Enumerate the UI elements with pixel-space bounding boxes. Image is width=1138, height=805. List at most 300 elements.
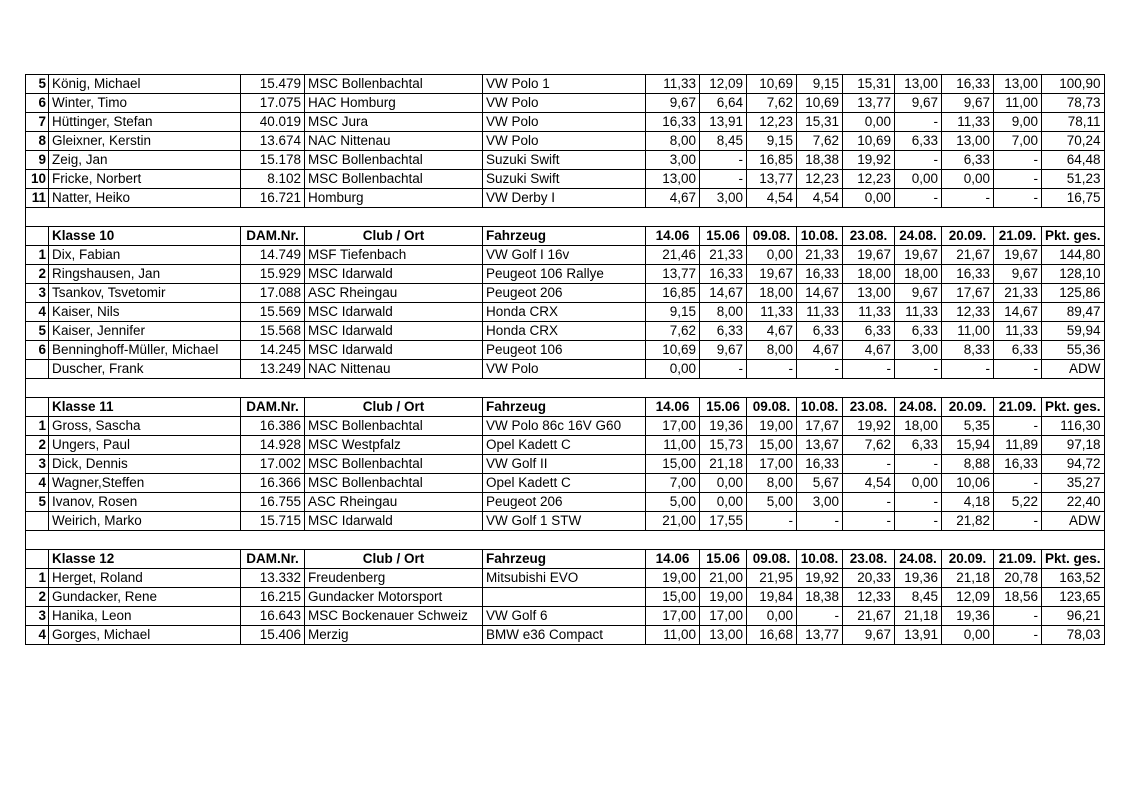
rank-header-cell (26, 398, 49, 417)
vehicle-cell: VW Golf II (483, 455, 646, 474)
score-cell: - (843, 493, 895, 512)
score-cell: 0,00 (700, 474, 747, 493)
score-cell: 13,91 (895, 626, 942, 645)
spacer-cell (895, 379, 942, 398)
spacer-cell (895, 531, 942, 550)
club-cell: ASC Rheingau (305, 284, 483, 303)
score-cell: 13,91 (700, 113, 747, 132)
score-cell: - (994, 607, 1042, 626)
score-cell: 9,15 (747, 132, 797, 151)
score-cell: 6,33 (895, 132, 942, 151)
score-cell: 18,00 (747, 284, 797, 303)
score-cell: - (700, 360, 747, 379)
score-cell: - (843, 512, 895, 531)
date-header: 15.06 (700, 550, 747, 569)
spacer-cell (483, 208, 646, 227)
club-cell: MSC Idarwald (305, 265, 483, 284)
score-cell: 4,18 (942, 493, 994, 512)
score-cell: - (895, 189, 942, 208)
vehicle-cell: VW Derby I (483, 189, 646, 208)
total-points-cell: 70,24 (1042, 132, 1105, 151)
dam-number-cell: 15.715 (241, 512, 305, 531)
spacer-cell (241, 208, 305, 227)
score-cell: 10,06 (942, 474, 994, 493)
club-cell: MSC Idarwald (305, 341, 483, 360)
driver-name-cell: Tsankov, Tsvetomir (49, 284, 241, 303)
score-cell: 19,67 (747, 265, 797, 284)
score-cell: - (700, 151, 747, 170)
score-cell: 15,31 (843, 75, 895, 94)
spacer-cell (49, 208, 241, 227)
score-cell: 19,00 (700, 588, 747, 607)
score-cell: 11,33 (797, 303, 843, 322)
total-points-cell: 51,23 (1042, 170, 1105, 189)
vehicle-cell: VW Polo (483, 113, 646, 132)
score-cell: 17,67 (942, 284, 994, 303)
score-cell: 9,67 (994, 265, 1042, 284)
score-cell: 0,00 (843, 113, 895, 132)
date-header: 09.08. (747, 550, 797, 569)
table-row (26, 436, 1105, 455)
score-cell: 3,00 (797, 493, 843, 512)
score-cell: 19,92 (843, 417, 895, 436)
club-cell: MSC Idarwald (305, 303, 483, 322)
score-cell: 13,67 (797, 436, 843, 455)
score-cell: 7,00 (994, 132, 1042, 151)
score-cell: 6,33 (942, 151, 994, 170)
vehicle-header: Fahrzeug (483, 227, 646, 246)
score-cell: 3,00 (646, 151, 700, 170)
dam-number-cell: 15.178 (241, 151, 305, 170)
club-cell: MSC Bollenbachtal (305, 455, 483, 474)
score-cell: 8,00 (747, 474, 797, 493)
score-cell: 6,33 (843, 322, 895, 341)
table-row (26, 512, 1105, 531)
score-cell: 13,00 (942, 132, 994, 151)
score-cell: 12,33 (942, 303, 994, 322)
date-header: 24.08. (895, 398, 942, 417)
score-cell: 8,45 (895, 588, 942, 607)
spacer-cell (747, 379, 797, 398)
score-cell: 12,33 (843, 588, 895, 607)
score-cell: - (747, 512, 797, 531)
score-cell: 21,00 (700, 569, 747, 588)
score-cell: 9,67 (646, 94, 700, 113)
rank-cell: 4 (26, 474, 49, 493)
class-title: Klasse 10 (49, 227, 241, 246)
score-cell: 4,67 (843, 341, 895, 360)
date-header: 24.08. (895, 227, 942, 246)
dam-number-cell: 16.755 (241, 493, 305, 512)
score-cell: 18,00 (895, 417, 942, 436)
score-cell: 7,62 (747, 94, 797, 113)
vehicle-cell: Honda CRX (483, 322, 646, 341)
score-cell: 5,00 (646, 493, 700, 512)
dam-number-header: DAM.Nr. (241, 550, 305, 569)
score-cell: 11,33 (942, 113, 994, 132)
club-cell: MSC Bollenbachtal (305, 151, 483, 170)
score-cell: 19,00 (747, 417, 797, 436)
spacer-cell (26, 531, 49, 550)
date-header: 09.08. (747, 398, 797, 417)
score-cell: 21,82 (942, 512, 994, 531)
date-header: 21.09. (994, 550, 1042, 569)
date-header: 14.06 (646, 398, 700, 417)
spacer-cell (700, 379, 747, 398)
score-cell: 16,33 (797, 265, 843, 284)
driver-name-cell: Ivanov, Rosen (49, 493, 241, 512)
club-cell: MSC Bollenbachtal (305, 417, 483, 436)
table-row (26, 132, 1105, 151)
class-header-row (26, 398, 1105, 417)
score-cell: 16,33 (797, 455, 843, 474)
score-cell: 5,22 (994, 493, 1042, 512)
total-points-cell: 94,72 (1042, 455, 1105, 474)
driver-name-cell: Fricke, Norbert (49, 170, 241, 189)
score-cell: - (797, 360, 843, 379)
score-cell: 17,00 (700, 607, 747, 626)
date-header: 21.09. (994, 398, 1042, 417)
spacer-cell (646, 531, 700, 550)
vehicle-cell: Peugeot 106 Rallye (483, 265, 646, 284)
total-points-cell: 116,30 (1042, 417, 1105, 436)
rank-cell: 2 (26, 265, 49, 284)
score-cell: 11,89 (994, 436, 1042, 455)
score-cell: 9,15 (797, 75, 843, 94)
table-row (26, 493, 1105, 512)
club-cell: Freudenberg (305, 569, 483, 588)
spacer-cell (942, 531, 994, 550)
rank-cell: 9 (26, 151, 49, 170)
vehicle-cell: VW Golf 1 STW (483, 512, 646, 531)
spacer-cell (942, 379, 994, 398)
score-cell: 0,00 (895, 170, 942, 189)
club-cell: MSC Westpfalz (305, 436, 483, 455)
club-cell: Merzig (305, 626, 483, 645)
table-row (26, 360, 1105, 379)
spacer-cell (994, 379, 1042, 398)
score-cell: 9,00 (994, 113, 1042, 132)
driver-name-cell: Duscher, Frank (49, 360, 241, 379)
spacer-cell (797, 379, 843, 398)
score-cell: 10,69 (843, 132, 895, 151)
table-row (26, 265, 1105, 284)
date-header: 10.08. (797, 398, 843, 417)
rank-cell: 3 (26, 607, 49, 626)
score-cell: 17,00 (646, 607, 700, 626)
score-cell: 21,33 (797, 246, 843, 265)
club-cell: HAC Homburg (305, 94, 483, 113)
score-cell: 11,00 (646, 436, 700, 455)
date-header: 20.09. (942, 550, 994, 569)
vehicle-cell: Suzuki Swift (483, 151, 646, 170)
score-cell: 4,67 (747, 322, 797, 341)
total-points-cell: 55,36 (1042, 341, 1105, 360)
rank-cell: 2 (26, 436, 49, 455)
date-header: 10.08. (797, 227, 843, 246)
spacer-row (26, 531, 1105, 550)
score-cell: 9,67 (895, 284, 942, 303)
rank-cell: 1 (26, 246, 49, 265)
club-cell: ASC Rheingau (305, 493, 483, 512)
total-points-cell: 35,27 (1042, 474, 1105, 493)
total-points-cell: 128,10 (1042, 265, 1105, 284)
driver-name-cell: Weirich, Marko (49, 512, 241, 531)
date-header: 15.06 (700, 398, 747, 417)
rank-cell: 3 (26, 455, 49, 474)
score-cell: - (942, 189, 994, 208)
score-cell: - (994, 417, 1042, 436)
score-cell: - (895, 151, 942, 170)
vehicle-cell (483, 588, 646, 607)
vehicle-cell: VW Golf 6 (483, 607, 646, 626)
total-points-cell: 59,94 (1042, 322, 1105, 341)
score-cell: 12,09 (942, 588, 994, 607)
score-cell: 20,78 (994, 569, 1042, 588)
score-cell: 7,62 (843, 436, 895, 455)
driver-name-cell: Hüttinger, Stefan (49, 113, 241, 132)
score-cell: 21,18 (700, 455, 747, 474)
score-cell: 7,62 (797, 132, 843, 151)
score-cell: 16,33 (942, 75, 994, 94)
score-cell: 11,33 (747, 303, 797, 322)
table-row (26, 417, 1105, 436)
club-cell: MSF Tiefenbach (305, 246, 483, 265)
score-cell: 4,54 (843, 474, 895, 493)
rank-cell: 5 (26, 322, 49, 341)
score-cell: 8,00 (646, 132, 700, 151)
spacer-cell (942, 208, 994, 227)
dam-number-cell: 40.019 (241, 113, 305, 132)
table-row (26, 588, 1105, 607)
total-points-cell: 100,90 (1042, 75, 1105, 94)
total-points-cell: 96,21 (1042, 607, 1105, 626)
score-cell: 13,77 (646, 265, 700, 284)
score-cell: 8,45 (700, 132, 747, 151)
driver-name-cell: Wagner,Steffen (49, 474, 241, 493)
vehicle-cell: VW Polo 1 (483, 75, 646, 94)
table-row (26, 189, 1105, 208)
score-cell: 6,33 (895, 436, 942, 455)
dam-number-cell: 13.332 (241, 569, 305, 588)
dam-number-cell: 14.749 (241, 246, 305, 265)
driver-name-cell: Ringshausen, Jan (49, 265, 241, 284)
date-header: 14.06 (646, 550, 700, 569)
spacer-cell (483, 379, 646, 398)
score-cell: 21,95 (747, 569, 797, 588)
vehicle-cell: Mitsubishi EVO (483, 569, 646, 588)
club-cell: Gundacker Motorsport (305, 588, 483, 607)
club-cell: MSC Bollenbachtal (305, 474, 483, 493)
vehicle-cell: VW Polo (483, 360, 646, 379)
table-row (26, 113, 1105, 132)
vehicle-header: Fahrzeug (483, 550, 646, 569)
total-points-cell: 163,52 (1042, 569, 1105, 588)
score-cell: 11,33 (994, 322, 1042, 341)
spacer-cell (49, 379, 241, 398)
score-cell: 9,15 (646, 303, 700, 322)
dam-number-cell: 15.569 (241, 303, 305, 322)
score-cell: 18,00 (843, 265, 895, 284)
spacer-cell (895, 208, 942, 227)
class-header-row (26, 550, 1105, 569)
score-cell: 15,00 (646, 588, 700, 607)
total-points-cell: 78,11 (1042, 113, 1105, 132)
vehicle-cell: Peugeot 106 (483, 341, 646, 360)
dam-number-cell: 8.102 (241, 170, 305, 189)
score-cell: 17,00 (646, 417, 700, 436)
table-row (26, 341, 1105, 360)
spacer-cell (797, 531, 843, 550)
total-points-cell: 64,48 (1042, 151, 1105, 170)
table-row (26, 607, 1105, 626)
score-cell: 13,00 (895, 75, 942, 94)
table-row (26, 474, 1105, 493)
score-cell: 11,00 (646, 626, 700, 645)
score-cell: 3,00 (700, 189, 747, 208)
vehicle-cell: Peugeot 206 (483, 284, 646, 303)
dam-number-cell: 16.366 (241, 474, 305, 493)
score-cell: 11,33 (646, 75, 700, 94)
score-cell: 15,00 (747, 436, 797, 455)
score-cell: 15,94 (942, 436, 994, 455)
score-cell: 14,67 (700, 284, 747, 303)
dam-number-header: DAM.Nr. (241, 398, 305, 417)
driver-name-cell: König, Michael (49, 75, 241, 94)
club-cell: MSC Jura (305, 113, 483, 132)
rank-cell: 5 (26, 75, 49, 94)
score-cell: 0,00 (942, 626, 994, 645)
score-cell: 10,69 (747, 75, 797, 94)
total-points-cell: 16,75 (1042, 189, 1105, 208)
score-cell: 21,18 (895, 607, 942, 626)
total-points-cell: ADW (1042, 512, 1105, 531)
dam-number-cell: 16.386 (241, 417, 305, 436)
score-cell: 9,67 (942, 94, 994, 113)
score-cell: 11,33 (895, 303, 942, 322)
table-row (26, 569, 1105, 588)
class-title: Klasse 11 (49, 398, 241, 417)
score-cell: 4,67 (646, 189, 700, 208)
spacer-cell (646, 208, 700, 227)
spacer-cell (305, 208, 483, 227)
score-cell: 4,67 (797, 341, 843, 360)
driver-name-cell: Herget, Roland (49, 569, 241, 588)
score-cell: 21,18 (942, 569, 994, 588)
score-cell: 5,35 (942, 417, 994, 436)
score-cell: 16,33 (942, 265, 994, 284)
dam-number-cell: 13.249 (241, 360, 305, 379)
rank-cell: 11 (26, 189, 49, 208)
dam-number-cell: 17.088 (241, 284, 305, 303)
vehicle-cell: Honda CRX (483, 303, 646, 322)
score-cell: 19,36 (942, 607, 994, 626)
score-cell: 17,67 (797, 417, 843, 436)
total-points-header: Pkt. ges. (1042, 550, 1105, 569)
rank-cell: 6 (26, 341, 49, 360)
rank-cell: 7 (26, 113, 49, 132)
score-cell: 13,00 (646, 170, 700, 189)
score-cell: 12,23 (843, 170, 895, 189)
spacer-cell (1042, 379, 1105, 398)
score-cell: 18,00 (895, 265, 942, 284)
club-header: Club / Ort (305, 227, 483, 246)
driver-name-cell: Dix, Fabian (49, 246, 241, 265)
driver-name-cell: Kaiser, Jennifer (49, 322, 241, 341)
date-header: 20.09. (942, 227, 994, 246)
dam-number-cell: 17.075 (241, 94, 305, 113)
club-header: Club / Ort (305, 398, 483, 417)
score-cell: 9,67 (843, 626, 895, 645)
score-cell: 4,54 (747, 189, 797, 208)
score-cell: 6,33 (797, 322, 843, 341)
score-cell: 15,31 (797, 113, 843, 132)
vehicle-cell: BMW e36 Compact (483, 626, 646, 645)
table-row (26, 75, 1105, 94)
driver-name-cell: Dick, Dennis (49, 455, 241, 474)
score-cell: - (994, 170, 1042, 189)
spacer-cell (797, 208, 843, 227)
score-cell: 8,33 (942, 341, 994, 360)
total-points-cell: 78,03 (1042, 626, 1105, 645)
total-points-header: Pkt. ges. (1042, 398, 1105, 417)
score-cell: 0,00 (843, 189, 895, 208)
score-cell: 21,33 (994, 284, 1042, 303)
score-cell: 0,00 (942, 170, 994, 189)
rank-header-cell (26, 550, 49, 569)
score-cell: 7,00 (646, 474, 700, 493)
score-cell: 13,00 (994, 75, 1042, 94)
score-cell: 12,09 (700, 75, 747, 94)
spacer-cell (747, 208, 797, 227)
vehicle-cell: Suzuki Swift (483, 170, 646, 189)
rank-cell (26, 512, 49, 531)
dam-number-cell: 15.568 (241, 322, 305, 341)
score-cell: 16,68 (747, 626, 797, 645)
score-cell: 19,67 (895, 246, 942, 265)
spacer-cell (26, 208, 49, 227)
spacer-cell (49, 531, 241, 550)
dam-number-cell: 13.674 (241, 132, 305, 151)
total-points-cell: 97,18 (1042, 436, 1105, 455)
rank-cell: 5 (26, 493, 49, 512)
score-cell: 21,33 (700, 246, 747, 265)
rank-cell: 1 (26, 569, 49, 588)
score-cell: 14,67 (994, 303, 1042, 322)
score-cell: 17,55 (700, 512, 747, 531)
score-cell: - (942, 360, 994, 379)
spacer-cell (241, 379, 305, 398)
rank-cell: 4 (26, 626, 49, 645)
driver-name-cell: Gleixner, Kerstin (49, 132, 241, 151)
total-points-cell: 78,73 (1042, 94, 1105, 113)
score-cell: 13,00 (700, 626, 747, 645)
rank-header-cell (26, 227, 49, 246)
score-cell: - (994, 626, 1042, 645)
score-cell: 19,67 (843, 246, 895, 265)
rank-cell: 6 (26, 94, 49, 113)
score-cell: - (895, 360, 942, 379)
score-cell: - (895, 455, 942, 474)
score-cell: 6,33 (700, 322, 747, 341)
rank-cell: 2 (26, 588, 49, 607)
table-row (26, 322, 1105, 341)
spacer-cell (994, 531, 1042, 550)
score-cell: - (747, 360, 797, 379)
vehicle-cell: VW Golf I 16v (483, 246, 646, 265)
score-cell: 15,00 (646, 455, 700, 474)
score-cell: 9,67 (895, 94, 942, 113)
